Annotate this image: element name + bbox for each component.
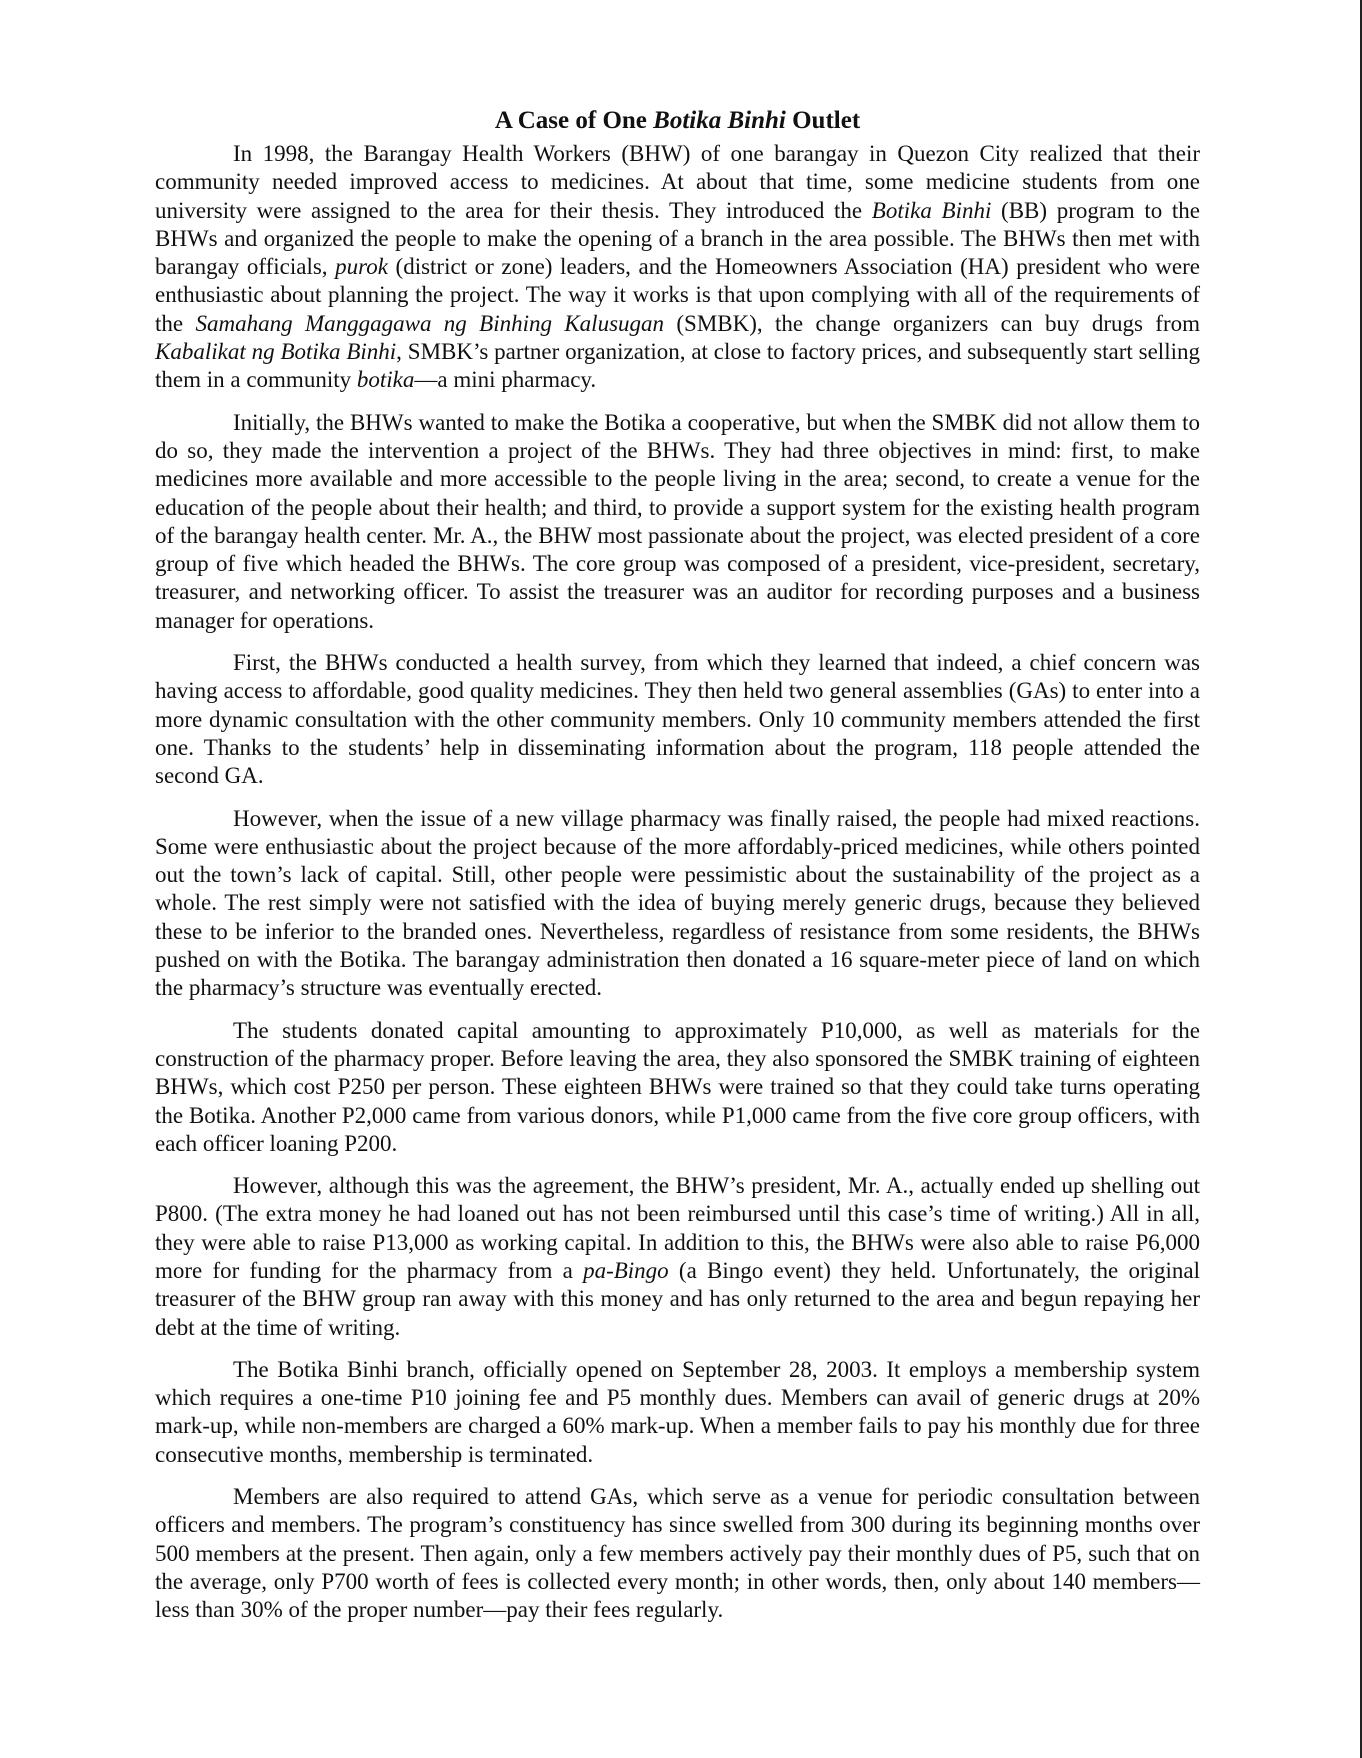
document-title: A Case of One Botika Binhi Outlet [494, 107, 861, 134]
paragraph: First, the BHWs conducted a health survey, from which they learned that indeed, a chief concern was having access to affordable, good quality medicines. They then held two general assemblies (GAs) to enter into a more dynamic consultation with the other community members. Only 10 community members attended the first one. Thanks to the students’ help in disseminating information about the program, 118 people attended the second GA. [155, 650, 1200, 789]
paragraph-list [155, 140, 1200, 1625]
paragraph: However, when the issue of a new village pharmacy was finally raised, the people had mixed reactions. Some were enthusiastic about the project because of the more affordably-priced medicines, while others pointed out the town’s lack of capital. Still, other people were pessimistic about the sustainability of the project as a whole. The rest simply were not satisfied with the idea of buying merely generic drugs, because they believed these to be inferior to the branded ones. Nevertheless, regardless of resistance from some residents, the BHWs pushed on with the Botika. The barangay administration then donated a 16 square-meter piece of land on which the pharmacy’s structure was eventually erected. [155, 805, 1200, 1001]
paragraph: However, although this was the agreement, the BHW’s president, Mr. A., actually ended up shelling out P800. (The extra money he had loaned out has not been reimbursed until this case’s time of writing.) All in all, they were able to raise P13,000 as working capital. In addition to this, the BHWs were also able to raise P6,000 more for funding for the pharmacy from a pa-Bingo (a Bingo event) they held. Unfortunately, the original treasurer of the BHW group ran away with this money and has only returned to the area and begun repaying her debt at the time of writing. [155, 1173, 1201, 1340]
paragraph: Members are also required to attend GAs, which serve as a venue for periodic consultation between officers and members. The program’s constituency has since swelled from 300 during its beginning months over 500 members at the present. Then again, only a few members actively pay their monthly dues of P5, such that on the average, only P700 worth of fees is collected every month; in other words, then, only about 140 members—less than 30% of the proper number—pay their fees regularly. [155, 1484, 1200, 1623]
paragraph: In 1998, the Barangay Health Workers (BHW) of one barangay in Quezon City realized that their community needed improved access to medicines. At about that time, some medicine students from one university were assigned to the area for their thesis. They introduced the Botika Binhi (BB) program to the BHWs and organized the people to make the opening of a branch in the area possible. The BHWs then met with barangay officials, purok (district or zone) leaders, and the Homeowners Association (HA) president who were enthusiastic about planning the project. The way it works is that upon complying with all of the requirements of the Samahang Manggagawa ng Binhing Kalusugan (SMBK), the change organizers can buy drugs from Kabalikat ng Botika Binhi, SMBK’s partner organization, at close to factory prices, and subsequently start selling them in a community botika—a mini pharmacy. [155, 141, 1201, 393]
paragraph: The students donated capital amounting to approximately P10,000, as well as materials for the construction of the pharmacy proper. Before leaving the area, they also sponsored the SMBK training of eighteen BHWs, which cost P250 per person. These eighteen BHWs were trained so that they could take turns operating the Botika. Another P2,000 came from various donors, while P1,000 came from the five core group officers, with each officer loaning P200. [155, 1017, 1200, 1156]
paragraph: Initially, the BHWs wanted to make the Botika a cooperative, but when the SMBK did not allow them to do so, they made the intervention a project of the BHWs. They had three objectives in mind: first, to make medicines more available and more accessible to the people living in the area; second, to create a venue for the education of the people about their health; and third, to provide a support system for the existing health program of the barangay health center. Mr. A., the BHW most passionate about the project, was elected president of a core group of five which headed the BHWs. The core group was composed of a president, vice-president, secretary, treasurer, and networking officer. To assist the treasurer was an auditor for recording purposes and a business manager for operations. [155, 409, 1200, 633]
document-body [155, 104, 1200, 1639]
paragraph: The Botika Binhi branch, officially opened on September 28, 2003. It employs a membership system which requires a one-time P10 joining fee and P5 monthly dues. Members can avail of generic drugs at 20% mark-up, while non-members are charged a 60% mark-up. When a member fails to pay his monthly due for three consecutive months, membership is terminated. [155, 1356, 1200, 1467]
